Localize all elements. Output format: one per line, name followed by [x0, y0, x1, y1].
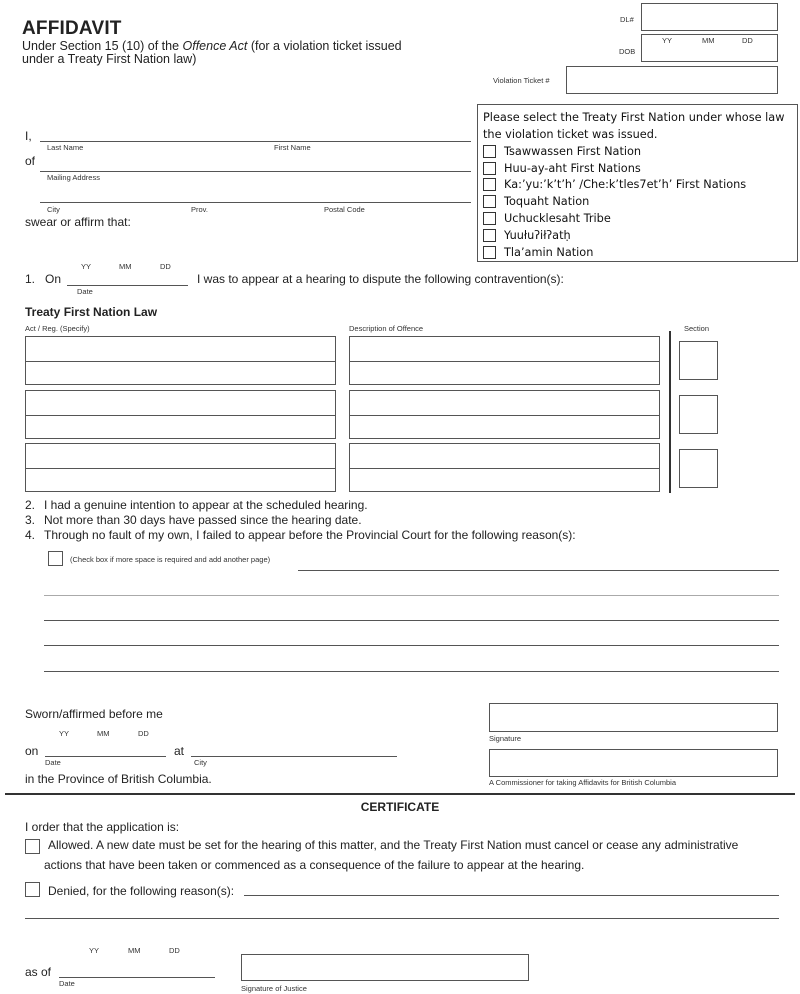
dob-label: DOB	[619, 47, 636, 56]
checkbox[interactable]	[483, 212, 496, 225]
nation-label: Tla’amin Nation	[504, 245, 594, 259]
nation-option[interactable]	[483, 227, 792, 244]
sworn-text: Sworn/affirmed before me	[25, 707, 163, 721]
act-field-2[interactable]	[25, 390, 336, 439]
nation-option[interactable]	[483, 160, 792, 177]
desc-field-1[interactable]	[349, 336, 660, 385]
section-divider-line	[5, 793, 795, 795]
reason-line-4[interactable]	[44, 645, 779, 646]
denied-reason-line-2[interactable]	[25, 918, 779, 919]
subtitle-text: Under Section 15 (10) of the	[22, 39, 183, 53]
nation-intro: Please select the Treaty First Nation under whose law the violation ticket was issued.	[483, 111, 785, 141]
section-field-2[interactable]	[679, 395, 718, 434]
nation-option[interactable]	[483, 244, 792, 261]
section-field-1[interactable]	[679, 341, 718, 380]
ticket-label: Violation Ticket #	[493, 76, 550, 85]
nation-option[interactable]	[483, 143, 792, 160]
signature-label: Signature	[489, 734, 522, 743]
sworn-city-label: City	[194, 758, 207, 767]
col-act-label: Act / Reg. (Specify)	[25, 324, 90, 333]
nation-label: Ka:’yu:’k’t’h’ /Che:k’tles7et’h’ First Nations	[504, 178, 747, 192]
nation-option[interactable]	[483, 210, 792, 227]
col-section-label: Section	[684, 324, 710, 333]
dob-field[interactable]	[641, 34, 778, 62]
justice-signature-label: Signature of Justice	[241, 984, 307, 993]
cert-mm: MM	[128, 946, 141, 955]
item4-number: 4.	[25, 528, 36, 542]
sworn-mm: MM	[97, 729, 110, 738]
violation-ticket-field[interactable]	[566, 66, 778, 94]
checkbox[interactable]	[483, 246, 496, 259]
cert-dd: DD	[169, 946, 180, 955]
form-title: AFFIDAVIT	[22, 18, 122, 39]
nation-label: Yuułuʔiłʔatḥ	[504, 228, 571, 242]
denied-text: Denied, for the following reason(s):	[48, 884, 235, 898]
item1-dd: DD	[160, 262, 171, 271]
sworn-at: at	[174, 744, 185, 758]
reason-line-2[interactable]	[44, 595, 779, 596]
last-name-label: Last Name	[47, 143, 84, 152]
subtitle-text-2: (for a violation ticket issued	[247, 39, 402, 53]
checkbox[interactable]	[483, 145, 496, 158]
checkbox[interactable]	[483, 178, 496, 191]
sworn-dd: DD	[138, 729, 149, 738]
checkbox[interactable]	[483, 229, 496, 242]
item2-text: I had a genuine intention to appear at the scheduled hearing.	[44, 498, 368, 512]
checkbox[interactable]	[483, 195, 496, 208]
city-prov-postal-line[interactable]	[40, 202, 471, 203]
dob-mm-label: MM	[702, 36, 715, 45]
act-field-3[interactable]	[25, 443, 336, 492]
item1-on: On	[45, 272, 62, 286]
sworn-city-line[interactable]	[191, 756, 397, 757]
province-text: in the Province of British Columbia.	[25, 772, 212, 786]
allowed-text: Allowed. A new date must be set for the hearing of this matter, and the Treaty First Nation must cancel or cease any administrative	[48, 838, 739, 852]
item4-text: Through no fault of my own, I failed to appear before the Provincial Court for the following reason(s):	[44, 528, 576, 542]
allowed-checkbox[interactable]	[25, 839, 40, 854]
dl-label: DL#	[620, 15, 634, 24]
more-space-checkbox[interactable]	[48, 551, 63, 566]
order-text: I order that the application is:	[25, 820, 180, 834]
i-label: I,	[25, 129, 32, 143]
sworn-date-line[interactable]	[45, 756, 166, 757]
hearing-date-line[interactable]	[67, 285, 188, 286]
subtitle-act-name: Offence Act	[182, 39, 248, 53]
signature-field[interactable]	[489, 703, 778, 732]
sworn-yy: YY	[59, 729, 70, 738]
item1-text: I was to appear at a hearing to dispute the following contravention(s):	[197, 272, 564, 286]
nation-label: Huu-ay-aht First Nations	[504, 161, 641, 175]
reason-line-1[interactable]	[298, 570, 779, 571]
nation-label: Tsawwassen First Nation	[504, 144, 642, 158]
desc-field-2[interactable]	[349, 390, 660, 439]
act-field-1[interactable]	[25, 336, 336, 385]
reason-line-3[interactable]	[44, 620, 779, 621]
item1-mm: MM	[119, 262, 132, 271]
sworn-on: on	[25, 744, 39, 758]
nation-label: Toquaht Nation	[504, 195, 590, 209]
form-subtitle-line2: under a Treaty First Nation law)	[22, 52, 197, 66]
section-divider	[669, 331, 671, 493]
postal-code-label: Postal Code	[324, 205, 365, 214]
nation-label: Uchucklesaht Tribe	[504, 212, 611, 226]
item1-number: 1.	[25, 272, 36, 286]
city-label: City	[47, 205, 60, 214]
as-of-label: as of	[25, 965, 52, 979]
commissioner-field[interactable]	[489, 749, 778, 777]
commissioner-label: A Commissioner for taking Affidavits for British Columbia	[489, 778, 677, 787]
nation-option[interactable]	[483, 193, 792, 210]
dob-dd-label: DD	[742, 36, 753, 45]
item3-text: Not more than 30 days have passed since the hearing date.	[44, 513, 362, 527]
allowed-text-2: actions that have been taken or commenced as a consequence of the failure to appear at the hearing.	[44, 858, 585, 872]
name-line[interactable]	[40, 141, 471, 142]
law-heading: Treaty First Nation Law	[25, 305, 158, 319]
denied-reason-line-1[interactable]	[244, 895, 779, 896]
item1-date-label: Date	[77, 287, 93, 296]
justice-signature-field[interactable]	[241, 954, 529, 981]
section-field-3[interactable]	[679, 449, 718, 488]
dob-yy-label: YY	[662, 36, 673, 45]
certificate-title: CERTIFICATE	[360, 800, 440, 814]
of-label: of	[25, 154, 36, 168]
mailing-address-label: Mailing Address	[47, 173, 100, 182]
denied-checkbox[interactable]	[25, 882, 40, 897]
first-name-label: First Name	[274, 143, 311, 152]
sworn-date-label: Date	[45, 758, 61, 767]
nation-selection-panel	[477, 104, 798, 262]
swear-text: swear or affirm that:	[25, 215, 131, 229]
prov-label: Prov.	[191, 205, 208, 214]
checkbox[interactable]	[483, 162, 496, 175]
nation-option[interactable]	[483, 177, 792, 194]
item2-number: 2.	[25, 498, 36, 512]
cert-yy: YY	[89, 946, 100, 955]
more-space-label: (Check box if more space is required and add another page)	[70, 555, 271, 564]
desc-field-3[interactable]	[349, 443, 660, 492]
mailing-address-line[interactable]	[40, 171, 471, 172]
item1-yy: YY	[81, 262, 92, 271]
col-desc-label: Description of Offence	[349, 324, 424, 333]
reason-line-5[interactable]	[44, 671, 779, 672]
cert-date-label: Date	[59, 979, 75, 988]
cert-date-line[interactable]	[59, 977, 215, 978]
item3-number: 3.	[25, 513, 36, 527]
dl-number-field[interactable]	[641, 3, 778, 31]
